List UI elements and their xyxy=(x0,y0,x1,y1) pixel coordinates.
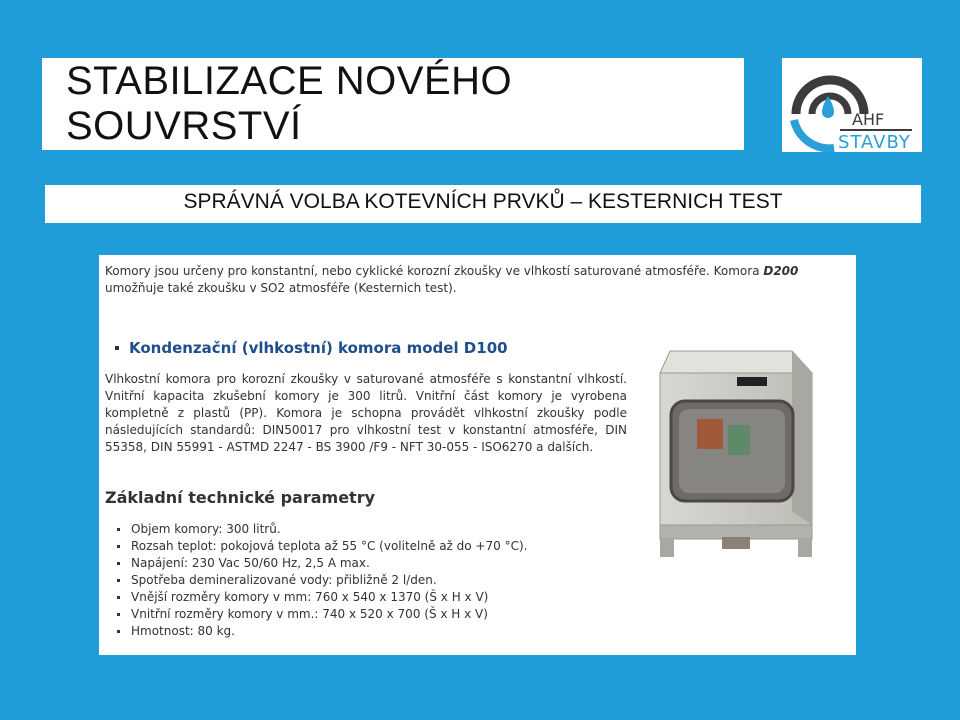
params-list xyxy=(117,521,527,640)
list-item xyxy=(117,606,527,623)
bullet-icon xyxy=(117,579,120,582)
model-heading-text: Kondenzační (vlhkostní) komora model D100 xyxy=(129,339,508,357)
description-text: Vlhkostní komora pro korozní zkoušky v saturované atmosféře s konstantní vlhkostí. Vnitřní kapacita zkušební komory je 300 litrů. Vnitřní část komory je vyrobena kompletně z plastů (PP). Komora je schopna provádět vlhkostní zkoušky podle následujících standardů: DIN50017 pro vlhkostní test v konstantní atmosféře, DIN 55358, DIN 55991 - ASTMD 2247 - BS 3900 /F9 - NFT 30-055 - ISO6270 a dalších. xyxy=(105,372,627,454)
intro-model-name: D200 xyxy=(763,264,799,278)
control-display-icon xyxy=(737,377,767,386)
title-box xyxy=(42,58,744,150)
bullet-icon xyxy=(117,613,120,616)
bullet-icon xyxy=(117,596,120,599)
bullet-icon xyxy=(115,346,119,350)
param-text: Vnější rozměry komory v mm: 760 x 540 x 1370 (Š x H x V) xyxy=(131,590,489,604)
list-item xyxy=(117,555,527,572)
logo-top-text: AHF xyxy=(852,110,885,129)
params-heading: Základní technické parametry xyxy=(105,488,376,507)
ahf-stavby-logo xyxy=(782,58,922,152)
slide-title: STABILIZACE NOVÉHO SOUVRSTVÍ xyxy=(66,59,513,148)
logo-bottom-text: STAVBY xyxy=(838,132,911,152)
model-heading xyxy=(115,339,508,357)
subtitle-box xyxy=(45,185,921,223)
logo-graphic xyxy=(782,58,922,152)
list-item xyxy=(117,538,527,555)
bullet-icon xyxy=(117,545,120,548)
param-text: Objem komory: 300 litrů. xyxy=(131,522,281,536)
param-text: Vnitřní rozměry komory v mm.: 740 x 520 x 700 (Š x H x V) xyxy=(131,607,488,621)
bullet-icon xyxy=(117,562,120,565)
list-item xyxy=(117,521,527,538)
list-item xyxy=(117,623,527,640)
document-screenshot xyxy=(99,255,856,655)
intro-part2: umožňuje také zkoušku v SO2 atmosféře (Kesternich test). xyxy=(105,281,457,295)
param-text: Rozsah teplot: pokojová teplota až 55 °C (volitelně až do +70 °C). xyxy=(131,539,528,553)
list-item xyxy=(117,589,527,606)
param-text: Napájení: 230 Vac 50/60 Hz, 2,5 A max. xyxy=(131,556,370,570)
param-text: Hmotnost: 80 kg. xyxy=(131,624,235,638)
slide-subtitle: SPRÁVNÁ VOLBA KOTEVNÍCH PRVKŮ – KESTERNICH TEST xyxy=(183,190,783,213)
intro-text xyxy=(105,263,850,297)
bullet-icon xyxy=(117,528,120,531)
intro-part1: Komory jsou určeny pro konstantní, nebo cyklické korozní zkoušky ve vlhkostí saturované atmosféře. Komora xyxy=(105,264,764,278)
list-item xyxy=(117,572,527,589)
bullet-icon xyxy=(117,630,120,633)
chamber-image xyxy=(642,341,832,566)
param-text: Spotřeba demineralizované vody: přibližně 2 l/den. xyxy=(131,573,437,587)
